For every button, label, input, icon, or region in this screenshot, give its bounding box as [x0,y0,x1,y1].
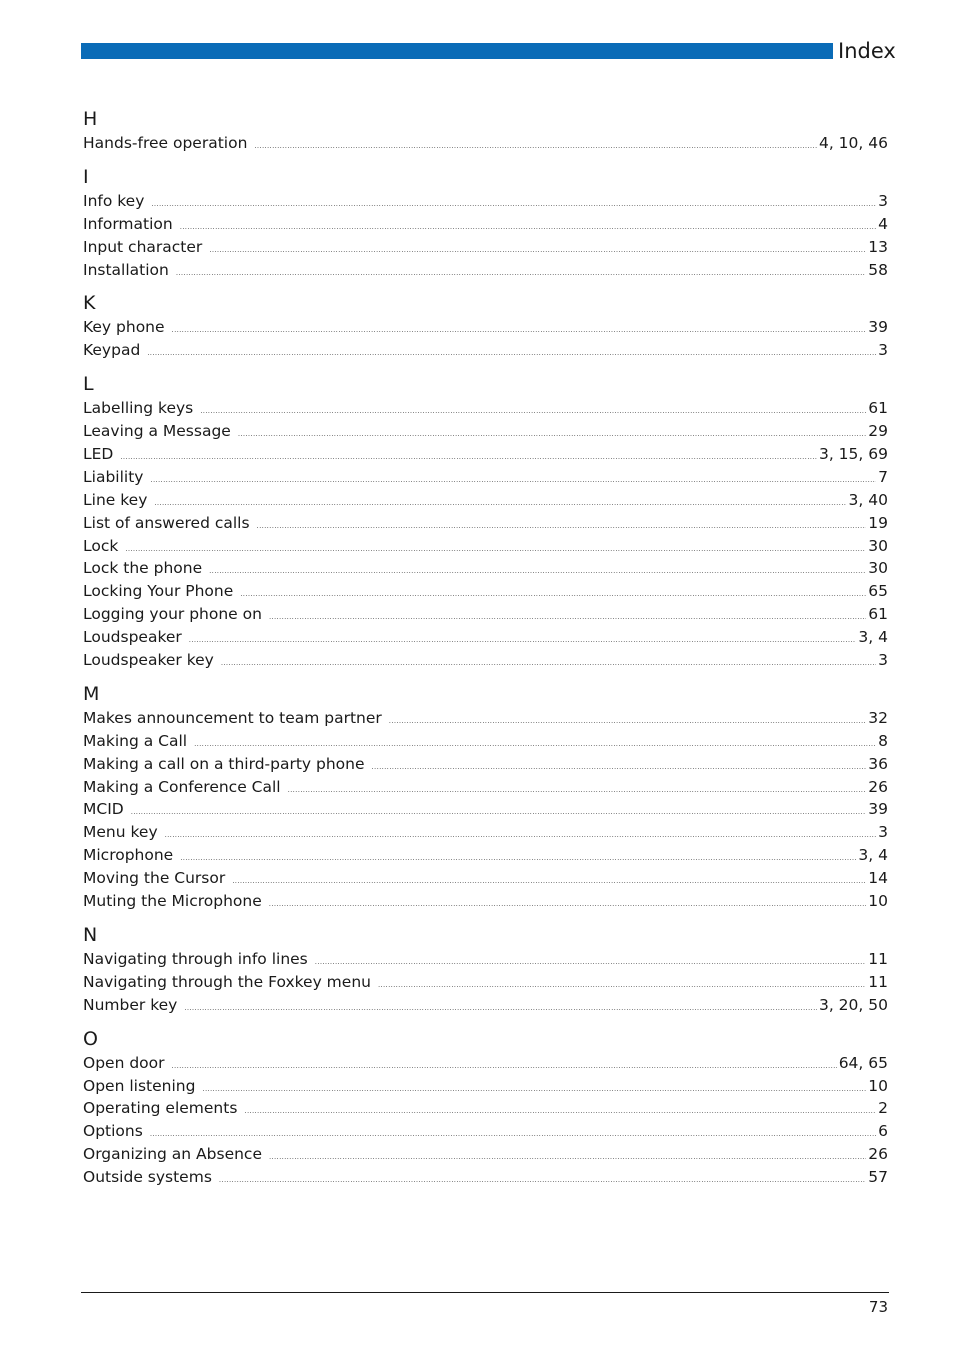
index-entry [83,213,888,236]
index-page-refs: 58 [868,260,888,279]
index-page-refs: 26 [868,1145,888,1164]
dot-leader [269,606,866,629]
dot-leader [240,583,866,606]
dot-leader [221,652,876,675]
index-term: Making a Call [83,731,188,750]
index-entry [83,397,888,420]
index-page-refs: 32 [868,708,888,727]
section-letter: I [83,165,89,188]
index-entry [83,1166,888,1189]
index-section [83,923,888,1017]
index-page-refs: 61 [868,399,888,418]
index-term: Microphone [83,846,174,865]
index-page-refs: 14 [868,869,888,888]
index-page-refs: 61 [868,605,888,624]
index-entry [83,1075,888,1098]
index-entry [83,236,888,259]
index-entry [83,557,888,580]
index-section [83,165,888,282]
index-term: Number key [83,995,178,1014]
section-letter: N [83,923,98,946]
index-entry [83,535,888,558]
index-entry [83,603,888,626]
index-entry [83,821,888,844]
index-page-refs: 30 [868,536,888,555]
index-entry [83,776,888,799]
index-entry [83,316,888,339]
dot-leader [172,1055,837,1078]
index-entry [83,512,888,535]
index-entry [83,626,888,649]
dot-leader [254,135,817,158]
index-term: Muting the Microphone [83,892,262,911]
index-term: Liability [83,467,144,486]
index-page-refs: 39 [868,800,888,819]
index-term: Labelling keys [83,399,194,418]
index-term: Organizing an Absence [83,1145,262,1164]
index-section [83,1027,888,1189]
index-page-refs: 13 [868,237,888,256]
index-page-refs: 3, 40 [848,490,888,509]
index-term: Lock [83,536,119,555]
dot-leader [172,319,867,342]
index-entry [83,994,888,1017]
index-term: Line key [83,490,148,509]
index-page-refs: 3, 20, 50 [818,995,888,1014]
dot-leader [180,847,856,870]
index-entry [83,798,888,821]
index-term: Lock the phone [83,559,203,578]
index-entry [83,259,888,282]
dot-leader [151,193,876,216]
index-entry [83,466,888,489]
dot-leader [131,801,867,824]
dot-leader [154,492,846,515]
index-entry [83,132,888,155]
dot-leader [372,756,867,779]
index-page-refs: 11 [868,972,888,991]
dot-leader [219,1169,866,1192]
dot-leader [238,423,866,446]
index-term: Key phone [83,318,165,337]
index-entry [83,1097,888,1120]
header-accent-bar [81,43,833,59]
index-page-refs: 3 [878,341,888,360]
index-term: Info key [83,191,145,210]
index-page-refs: 3 [878,823,888,842]
index-term: Navigating through info lines [83,949,308,968]
index-entry [83,190,888,213]
index-term: Loudspeaker [83,628,182,647]
dot-leader [165,824,877,847]
index-term: Open door [83,1053,165,1072]
index-term: Leaving a Message [83,422,231,441]
index-entry [83,1143,888,1166]
index-page-refs: 10 [868,892,888,911]
index-page-refs: 4, 10, 46 [818,134,888,152]
dot-leader [378,974,866,997]
index-term: Making a Conference Call [83,777,281,796]
dot-leader [209,560,866,583]
page-number: 73 [868,1298,888,1316]
index-page-refs: 57 [868,1168,888,1187]
index-page-refs: 64, 65 [838,1053,888,1072]
index-term: Hands-free operation [83,134,248,152]
dot-leader [120,446,817,469]
index-entry [83,1120,888,1143]
index-page-refs: 39 [868,318,888,337]
index-term: Loudspeaker key [83,651,214,670]
index-entry [83,489,888,512]
dot-leader [147,342,876,365]
dot-leader [184,997,817,1020]
index-term: Information [83,214,173,233]
section-letter: L [83,373,94,396]
dot-leader [269,893,867,916]
dot-leader [125,538,866,561]
index-term: Operating elements [83,1099,238,1118]
index-term: MCID [83,800,124,819]
index-term: Logging your phone on [83,605,262,624]
index-entry [83,1052,888,1075]
index-page-refs: 3 [878,651,888,670]
index-entry [83,867,888,890]
index-entry [83,339,888,362]
section-letter: M [83,682,100,705]
index-term: LED [83,445,114,464]
index-page-refs: 3, 4 [858,628,888,647]
index-page-refs: 3 [878,191,888,210]
index-term: Locking Your Phone [83,582,234,601]
section-letter: K [83,292,96,315]
index-page-refs: 7 [878,467,888,486]
index-page-refs: 10 [868,1076,888,1095]
index-term: Keypad [83,341,141,360]
index-term: Options [83,1122,143,1141]
index-entry [83,580,888,603]
index-page-refs: 8 [878,731,888,750]
index-page-refs: 6 [878,1122,888,1141]
index-entry [83,753,888,776]
page-title: Index [838,39,896,63]
index-term: Making a call on a third-party phone [83,754,365,773]
index-term: Moving the Cursor [83,869,226,888]
index-entry [83,844,888,867]
dot-leader [389,710,866,733]
index-page-refs: 29 [868,422,888,441]
dot-leader [209,239,866,262]
index-entry [83,420,888,443]
footer-divider [81,1292,889,1293]
index-term: Makes announcement to team partner [83,708,382,727]
dot-leader [202,1078,866,1101]
dot-leader [288,779,867,802]
index-page-refs: 11 [868,949,888,968]
dot-leader [150,469,876,492]
dot-leader [232,870,866,893]
index-section [83,291,888,362]
section-letter: H [83,108,98,130]
dot-leader [189,629,857,652]
index-term: List of answered calls [83,513,250,532]
index-entry [83,443,888,466]
index-term: Navigating through the Foxkey menu [83,972,371,991]
dot-leader [269,1146,866,1169]
index-section [83,682,888,913]
index-entry [83,707,888,730]
dot-leader [176,262,866,285]
index-page-refs: 3, 4 [858,846,888,865]
index-entry [83,971,888,994]
index-entry [83,890,888,913]
index-page-refs: 36 [868,754,888,773]
dot-leader [244,1100,876,1123]
index-page-refs: 2 [878,1099,888,1118]
dot-leader [315,951,867,974]
index-term: Open listening [83,1076,196,1095]
dot-leader [200,400,866,423]
section-letter: O [83,1027,98,1050]
index-section [83,107,888,155]
index-page-refs: 3, 15, 69 [818,445,888,464]
dot-leader [257,515,867,538]
index-entry [83,730,888,753]
dot-leader [180,216,876,239]
index-page-refs: 4 [878,214,888,233]
index-term: Input character [83,237,203,256]
index-page-refs: 30 [868,559,888,578]
index-page-refs: 65 [868,582,888,601]
index-term: Installation [83,260,169,279]
index-section [83,372,888,672]
index-term: Menu key [83,823,158,842]
index-entry [83,948,888,971]
index-page-refs: 19 [868,513,888,532]
index-page-refs: 26 [868,777,888,796]
index-term: Outside systems [83,1168,212,1187]
index-entry [83,649,888,672]
index-list [83,107,888,1189]
